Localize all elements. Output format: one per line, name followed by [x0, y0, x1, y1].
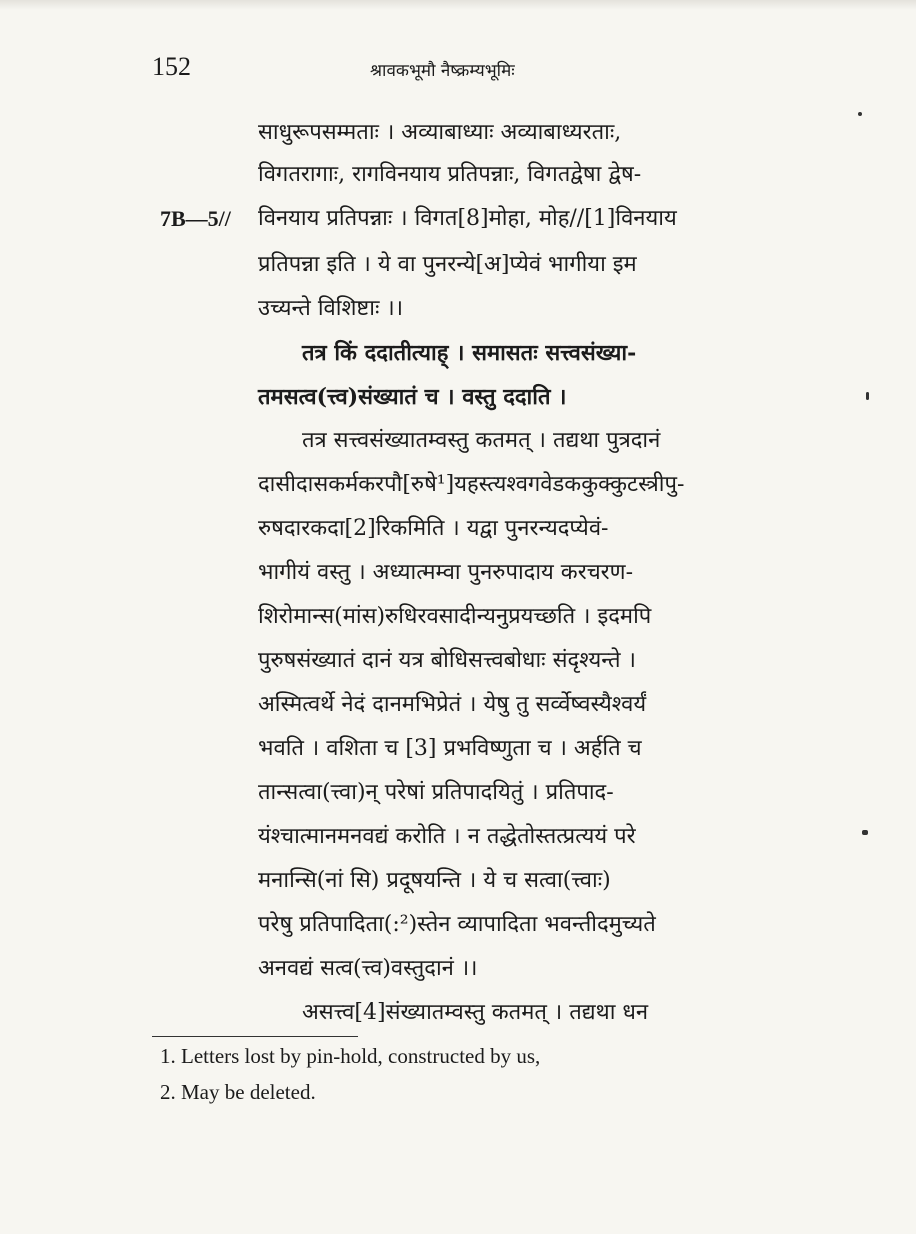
text-line: तत्र सत्त्वसंख्यातम्वस्तु कतमत् । तद्यथा पुत्रदानं	[302, 428, 661, 453]
text-line: प्रतिपन्ना इति । ये वा पुनरन्ये[अ]प्येवं भागीया इम	[258, 252, 637, 277]
text-line: भवति । वशिता च [3] प्रभविष्णुता च । अर्हति च	[258, 736, 642, 761]
text-line: यंश्चात्मानमनवद्यं करोति । न तद्धेतोस्तत्प्रत्ययं परे	[258, 824, 636, 849]
page-top-edge	[0, 0, 916, 10]
page-number: 152	[152, 52, 191, 81]
text-line: उच्यन्ते विशिष्टाः ।।	[258, 296, 404, 321]
text-line-bold: तत्र किं ददातीत्याह् । समासतः सत्त्वसंख्या-	[302, 340, 637, 366]
text-line: विनयाय प्रतिपन्नाः । विगत[8]मोहा, मोह//[1]विनयाय	[258, 206, 677, 231]
text-line: परेषु प्रतिपादिता(:²)स्तेन व्यापादिता भवन्तीदमुच्यते	[258, 912, 656, 937]
text-line: तान्सत्वा(त्त्वा)न् परेषां प्रतिपादयितुं । प्रतिपाद-	[258, 780, 614, 805]
text-line-bold: तमसत्व(त्त्व)संख्यातं च । वस्तु ददाति ।	[258, 384, 567, 410]
footnote-2: 2. May be deleted.	[160, 1080, 316, 1104]
text-line: विगतरागाः, रागविनयाय प्रतिपन्नाः, विगतद्वेषा द्वेष-	[258, 162, 642, 187]
text-line: साधुरूपसम्मताः । अव्याबाध्याः अव्याबाध्यरताः,	[258, 120, 622, 145]
text-line: भागीयं वस्तु । अध्यात्मम्वा पुनरुपादाय करचरण-	[258, 560, 633, 585]
scan-speck	[858, 112, 862, 116]
marginal-folio-reference: 7B—5//	[160, 206, 231, 231]
footnote-1: 1. Letters lost by pin-hold, constructed by us,	[160, 1044, 541, 1068]
text-line: शिरोमान्स(मांस)रुधिरवसादीन्यनुप्रयच्छति । इदमपि	[258, 604, 652, 629]
running-title: श्रावकभूमौ नैष्क्रम्यभूमिः	[370, 61, 515, 81]
text-line: पुरुषसंख्यातं दानं यत्र बोधिसत्त्वबोधाः संदृश्यन्ते ।	[258, 648, 636, 673]
text-line-mixed: असत्त्व[4]संख्यातम्वस्तु कतमत् । तद्यथा धन	[302, 1000, 649, 1025]
text-line: मनान्सि(नां सि) प्रदूषयन्ति । ये च सत्वा(त्त्वाः)	[258, 868, 611, 893]
scan-speck	[866, 392, 869, 400]
text-line: अनवद्यं सत्व(त्त्व)वस्तुदानं ।।	[258, 956, 478, 981]
text-line: दासीदासकर्मकरपौ[रुषे¹]यहस्त्यश्वगवेडककुक्कुटस्त्रीपु-	[258, 472, 685, 497]
text-line: रुषदारकदा[2]रिकमिति । यद्वा पुनरन्यदप्येवं-	[258, 516, 609, 541]
footnote-divider	[152, 1036, 358, 1037]
text-line: अस्मित्वर्थे नेदं दानमभिप्रेतं । येषु तु सर्व्वेष्वस्यैश्वर्यं	[258, 692, 647, 717]
scan-speck	[862, 830, 868, 835]
